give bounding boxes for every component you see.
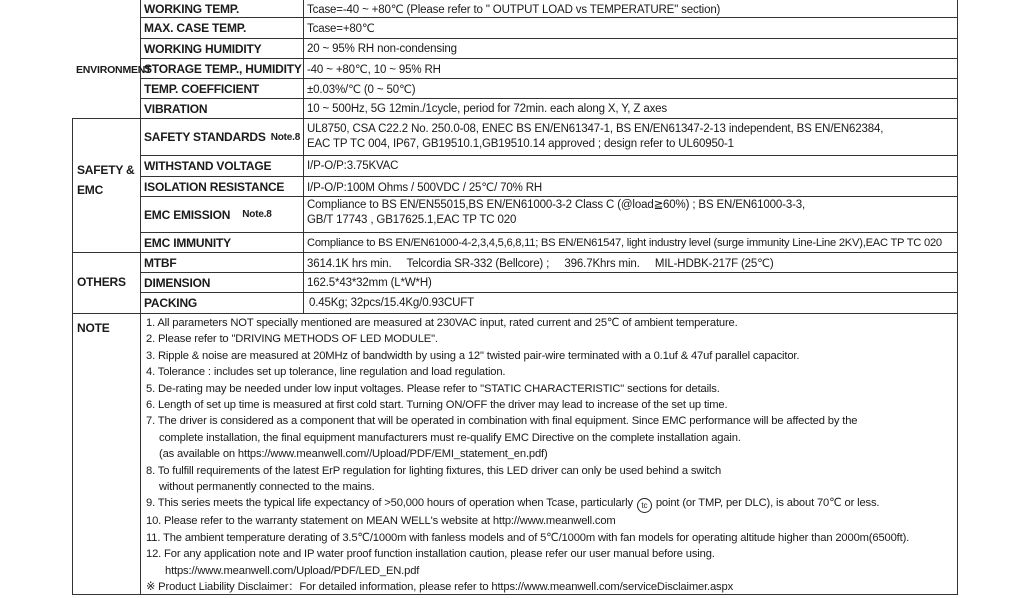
item-safety-standards (144, 119, 302, 155)
category-safety-line1: SAFETY & (77, 163, 135, 177)
section-divider (72, 313, 958, 314)
value-emc-emission (307, 197, 957, 232)
category-environment: ENVIRONMENT (76, 64, 152, 76)
table-border-left (72, 118, 73, 594)
note-line: 4. Tolerance : includes set up tolerance, line regulation and load regulation. (146, 366, 506, 379)
item-emc-emission (144, 197, 302, 232)
note-line: 7. The driver is considered as a component that will be operated in combination with final equipment. Since EMC performance will be affected by the (146, 415, 858, 428)
item-working-humidity: WORKING HUMIDITY (144, 41, 262, 56)
value-vibration: 10 ~ 500Hz, 5G 12min./1cycle, period for 72min. each along X, Y, Z axes (307, 102, 668, 115)
note-line: 5. De-rating may be needed under low input voltages. Please refer to "STATIC CHARACTERISTIC" sections for details. (146, 382, 720, 395)
value-safety-standards-line2: EAC TP TC 004, IP67, GB19510.1,GB19510.14 approved ; design refer to UL60950-1 (307, 138, 734, 150)
value-temp-coefficient: ±0.03%/℃ (0 ~ 50℃) (307, 83, 416, 96)
item-mtbf: MTBF (144, 255, 177, 270)
value-max-case-temp: Tcase=+80℃ (307, 23, 375, 35)
note-line-part: point (or TMP, per DLC), is about 70℃ or less. (655, 497, 880, 510)
value-emc-immunity: Compliance to BS EN/EN61000-4-2,3,4,5,6,8,11; BS EN/EN61547, light industry level (surge immunity Line-Line 2KV),EAC TP TC 020 (307, 236, 942, 249)
value-safety-standards-line1: UL8750, CSA C22.2 No. 250.0-08, ENEC BS EN/EN61347-1, BS EN/EN61347-2-13 independent, BS EN/EN62384, (307, 123, 884, 135)
item-max-case-temp: MAX. CASE TEMP. (144, 21, 247, 35)
tc-point-symbol: tc (637, 498, 652, 513)
note-line-part: 9. This series meets the typical life expectancy of >50,000 hours of operation when Tcase, particularly (146, 497, 633, 510)
value-emc-emission-line1: Compliance to BS EN/EN55015,BS EN/EN61000-3-2 Class C (@load≧60%) ; BS EN/EN61000-3-3, (307, 199, 806, 211)
note-line: 12. For any application note and IP water proof function installation caution, please refer our user manual before using. (146, 548, 715, 561)
value-working-humidity: 20 ~ 95% RH non-condensing (307, 42, 457, 55)
value-storage-temp-humidity: -40 ~ +80℃, 10 ~ 95% RH (307, 63, 441, 76)
item-temp-coefficient: TEMP. COEFFICIENT (144, 81, 260, 96)
note-line: 10. Please refer to the warranty statement on MEAN WELL's website at http://www.meanwell.com (146, 515, 616, 528)
value-withstand-voltage: I/P-O/P:3.75KVAC (307, 160, 399, 172)
category-note: NOTE (77, 321, 110, 335)
note-line: 3. Ripple & noise are measured at 20MHz of bandwidth by using a 12" twisted pair-wire terminated with a 0.1uf & 47uf parallel capacitor. (146, 349, 800, 362)
note-line: 8. To fulfill requirements of the latest ErP regulation for lighting fixtures, this LED driver can only be used behind a switch (146, 464, 722, 477)
note-line: without permanently connected to the mains. (159, 481, 375, 494)
value-safety-standards (307, 119, 957, 155)
category-safety-line2: EMC (77, 183, 104, 197)
value-emc-emission-line2: GB/T 17743 , GB17625.1,EAC TP TC 020 (307, 214, 517, 226)
category-others: OTHERS (77, 275, 126, 289)
value-working-temp: Tcase=-40 ~ +80℃ (Please refer to " OUTPUT LOAD vs TEMPERATURE" section) (307, 3, 721, 16)
note-line: 11. The ambient temperature derating of 3.5℃/1000m with fanless models and of 5℃/1000m with fan models for operating altitude higher than 2000m(6500ft). (146, 531, 910, 544)
item-emc-emission-label: EMC EMISSION (144, 207, 231, 222)
item-vibration: VIBRATION (144, 101, 208, 116)
column-divider-category (140, 0, 141, 594)
note-line: 2. Please refer to "DRIVING METHODS OF LED MODULE". (146, 333, 438, 346)
item-packing: PACKING (144, 296, 198, 310)
value-packing: 0.45Kg; 32pcs/15.4Kg/0.93CUFT (309, 297, 475, 309)
value-dimension: 162.5*43*32mm (L*W*H) (307, 276, 432, 289)
note-line (146, 495, 956, 513)
item-dimension: DIMENSION (144, 275, 211, 290)
note-line: https://www.meanwell.com/Upload/PDF/LED_EN.pdf (165, 564, 420, 577)
table-border-right (957, 0, 958, 594)
item-emc-immunity: EMC IMMUNITY (144, 235, 231, 250)
item-storage-temp-humidity: STORAGE TEMP., HUMIDITY (144, 61, 302, 76)
note-line: (as available on https://www.meanwell.com//Upload/PDF/EMI_statement_en.pdf) (159, 448, 548, 461)
note-line: 1. All parameters NOT specially mentioned are measured at 230VAC input, rated current and 25℃ of ambient temperature. (146, 317, 738, 329)
note-line: ※ Product Liability Disclaimer：For detailed information, please refer to https://www.meanwell.com/serviceDisclaimer.aspx (146, 581, 734, 594)
item-withstand-voltage: WITHSTAND VOLTAGE (144, 159, 272, 173)
item-working-temp: WORKING TEMP. (144, 1, 240, 16)
note-line: complete installation, the final equipment manufacturers must re-qualify EMC Directive on the complete installation again. (159, 431, 741, 444)
category-safety-emc (77, 160, 135, 200)
value-isolation-resistance: I/P-O/P:100M Ohms / 500VDC / 25℃/ 70% RH (307, 181, 543, 194)
note-line: 6. Length of set up time is measured at first cold start. Turning ON/OFF the driver may lead to increase of the set up time. (146, 399, 728, 412)
column-divider-item (303, 0, 304, 314)
note-ref-safety: Note.8 (270, 131, 301, 143)
note-ref-emc: Note.8 (242, 209, 272, 220)
item-safety-standards-label: SAFETY STANDARDS (144, 130, 266, 144)
item-isolation-resistance: ISOLATION RESISTANCE (144, 179, 285, 194)
notes-list (146, 315, 956, 596)
value-mtbf: 3614.1K hrs min. Telcordia SR-332 (Bellcore) ; 396.7Khrs min. MIL-HDBK-217F (25℃) (307, 257, 774, 270)
